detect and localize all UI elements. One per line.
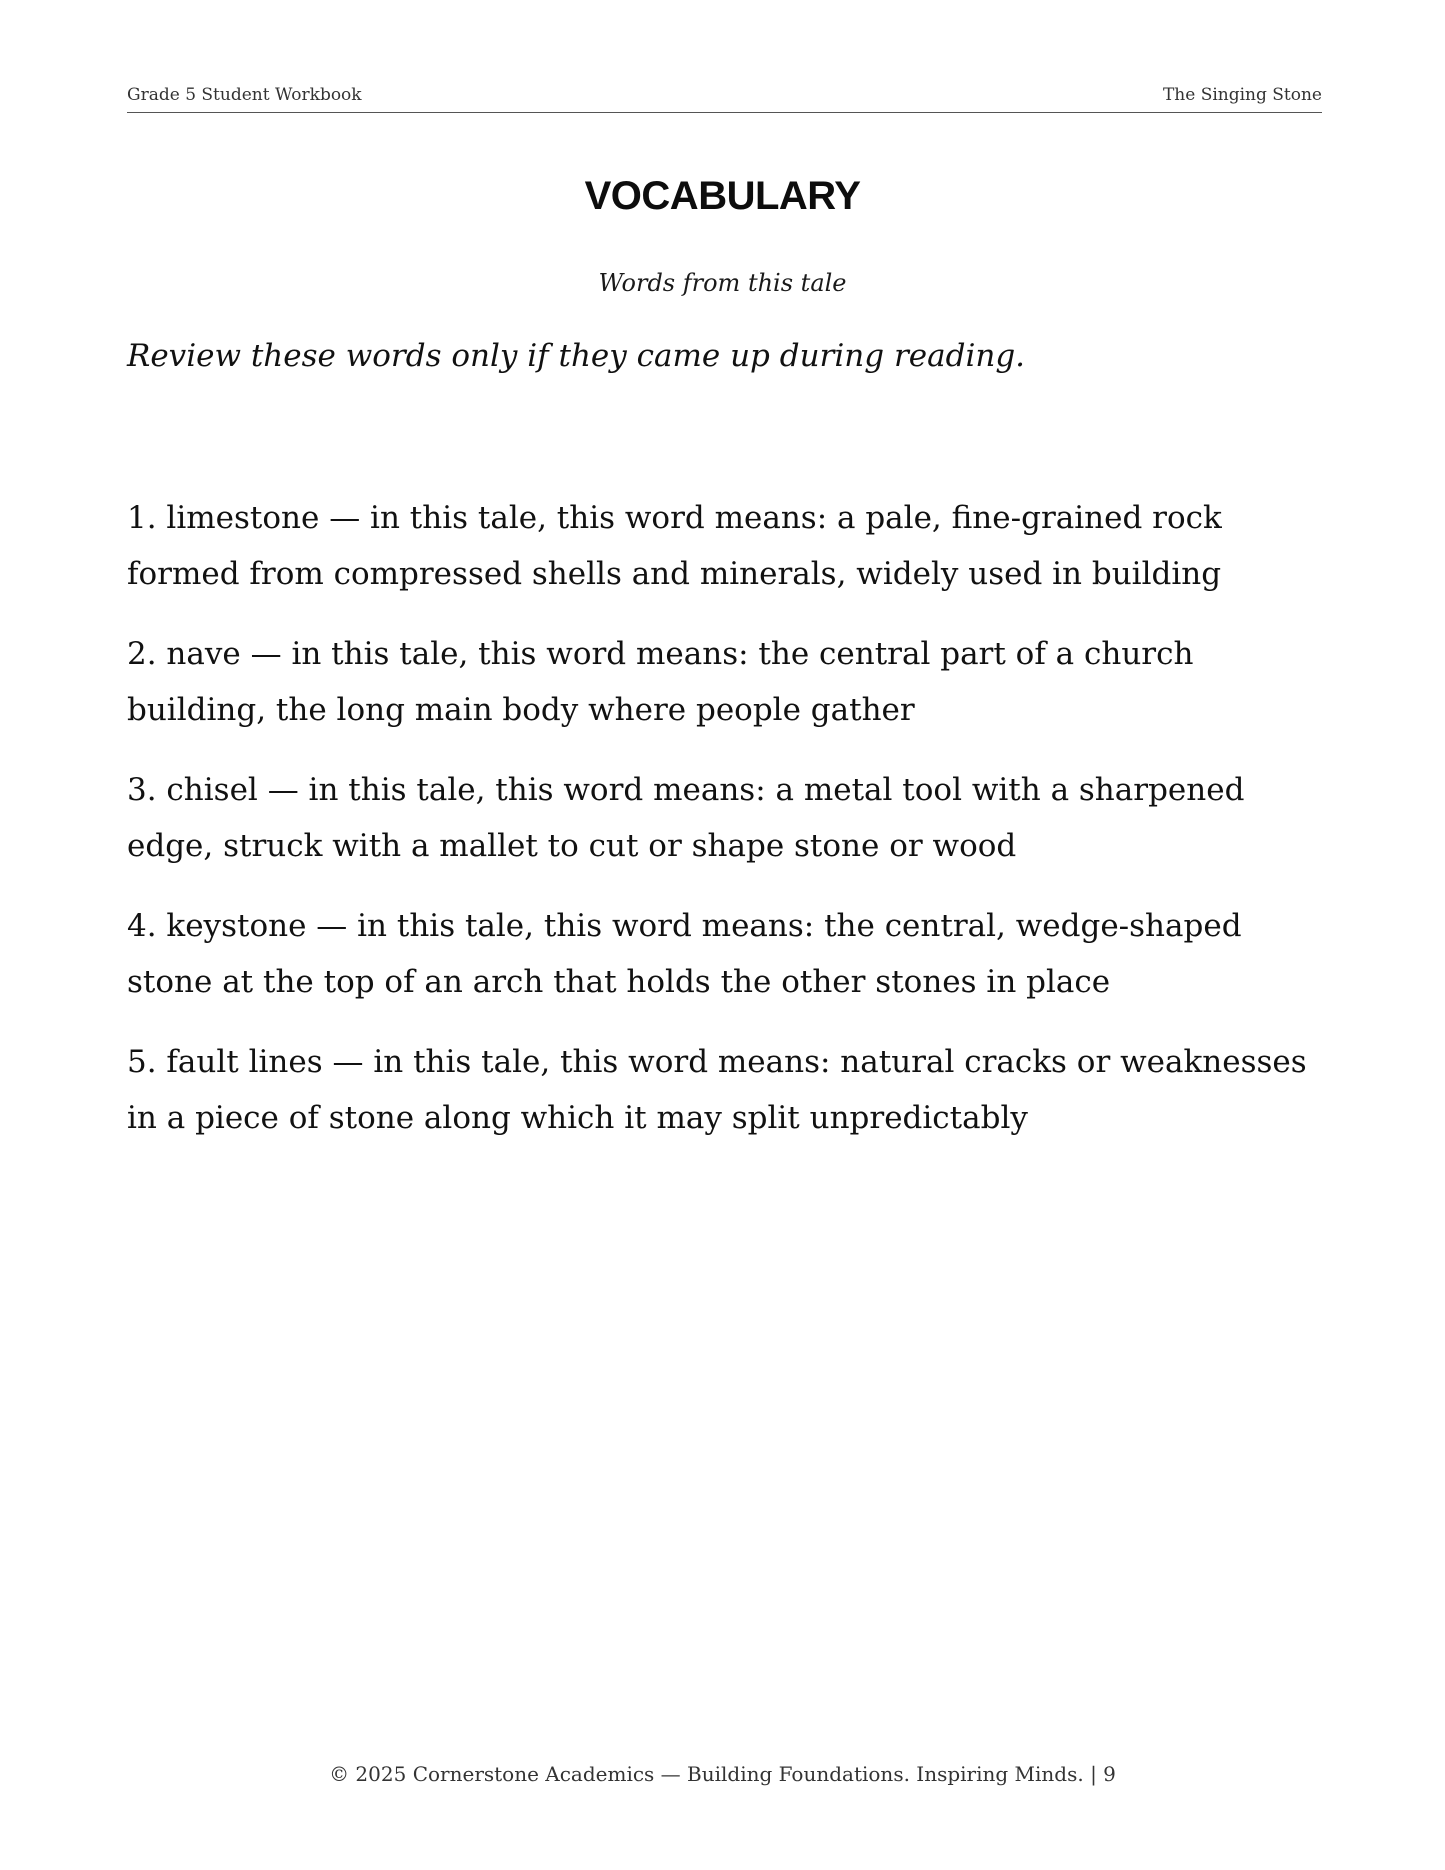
vocabulary-item-keystone: 4. keystone — in this tale, this word means: the central, wedge-shaped stone at the top of an arch that holds the other stones in place [127,908,1242,1000]
vocabulary-item-chisel: 3. chisel — in this tale, this word means: a metal tool with a sharpened edge, struck with a mallet to cut or shape stone or wood [127,772,1245,864]
vocabulary-item-nave: 2. nave — in this tale, this word means: the central part of a church building, the long main body where people gather [127,636,1194,728]
page-title: VOCABULARY [584,174,861,218]
vocabulary-list [127,490,1317,1170]
header-workbook-title: Grade 5 Student Workbook [127,85,362,105]
page-footer: © 2025 Cornerstone Academics — Building Foundations. Inspiring Minds. | 9 [329,1762,1116,1786]
page-subtitle: Words from this tale [598,269,847,297]
running-header [127,84,1322,113]
header-story-title: The Singing Stone [1162,85,1322,105]
instruction-text: Review these words only if they came up during reading. [127,338,1026,374]
vocabulary-item-limestone: 1. limestone — in this tale, this word means: a pale, fine-grained rock formed from compressed shells and minerals, widely used in building [127,500,1222,592]
vocabulary-item-fault-lines: 5. fault lines — in this tale, this word means: natural cracks or weaknesses in a piece of stone along which it may split unpredictably [127,1044,1307,1136]
